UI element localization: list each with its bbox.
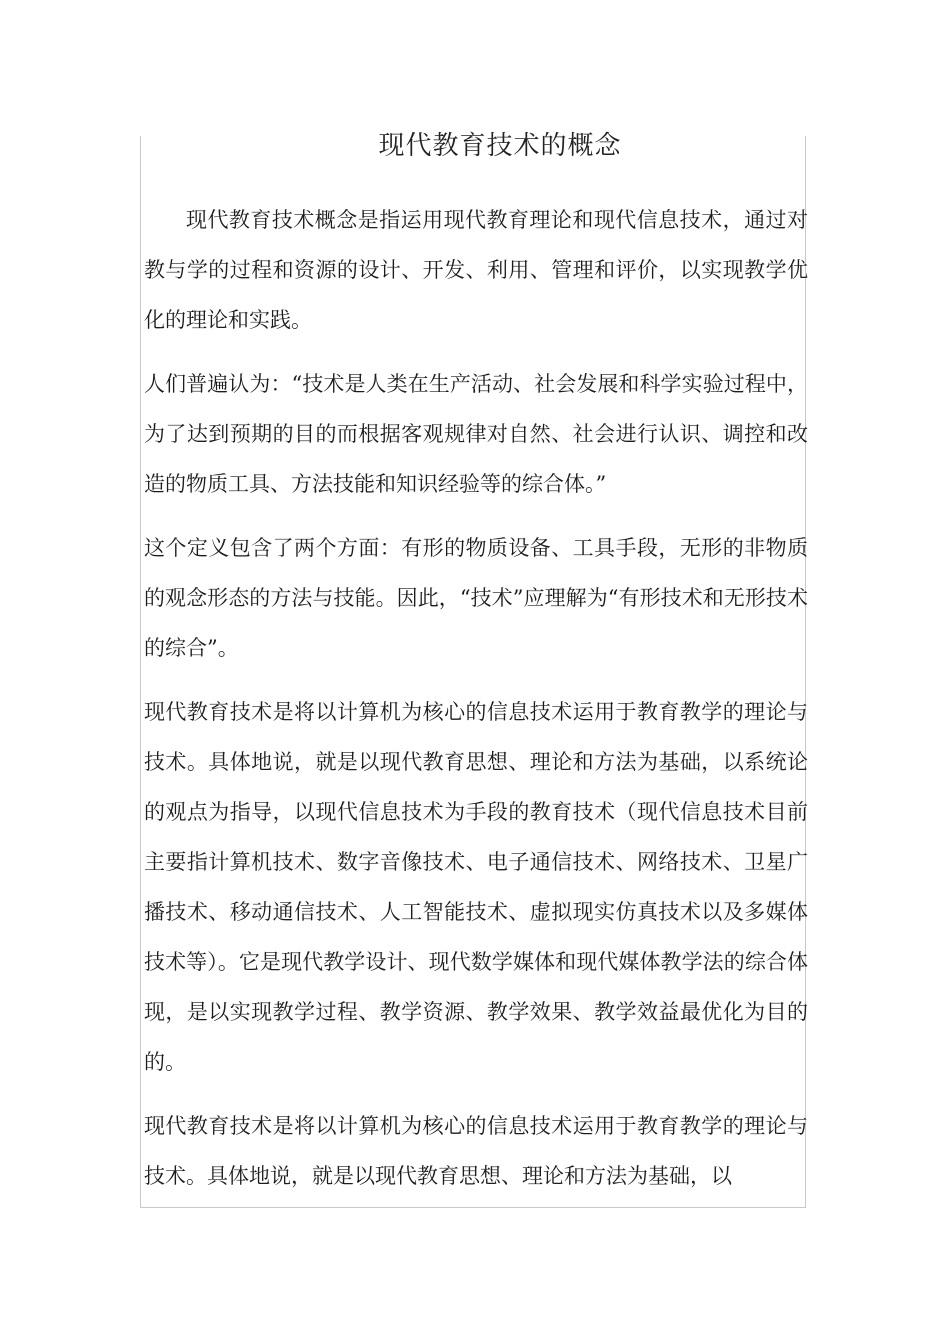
document-body [144, 195, 808, 1215]
paragraph-two-aspects: 这个定义包含了两个方面：有形的物质设备、工具手段，无形的非物质的观念形态的方法与技能。因此，“技术”应理解为“有形技术和无形技术的综合”。 [144, 536, 808, 660]
document-title: 现代教育技术的概念 [378, 131, 622, 161]
paragraph-definition: 现代教育技术概念是指运用现代教育理论和现代信息技术，通过对教与学的过程和资源的设计、开发、利用、管理和评价，以实现教学优化的理论和实践。 [144, 208, 808, 332]
paragraph-modern-edtech-repeat: 现代教育技术是将以计算机为核心的信息技术运用于教育教学的理论与技术。具体地说，就是以现代教育思想、理论和方法为基础，以 [144, 1114, 808, 1188]
paragraph-modern-edtech: 现代教育技术是将以计算机为核心的信息技术运用于教育教学的理论与技术。具体地说，就是以现代教育思想、理论和方法为基础，以系统论的观点为指导，以现代信息技术为手段的教育技术（现代信息技术目前主要指计算机技术、数字音像技术、电子通信技术、网络技术、卫星广播技术、移动通信技术、人工智能技术、虚拟现实仿真技术以及多媒体技术等）。它是现代教学设计、现代数学媒体和现代媒体教学法的综合体现，是以实现教学过程、教学资源、教学效果、教学效益最优化为目的的。 [144, 700, 808, 1074]
paragraph-technology-quote: 人们普遍认为：“技术是人类在生产活动、社会发展和科学实验过程中，为了达到预期的目的而根据客观规律对自然、社会进行认识、调控和改造的物质工具、方法技能和知识经验等的综合体。” [144, 372, 808, 496]
